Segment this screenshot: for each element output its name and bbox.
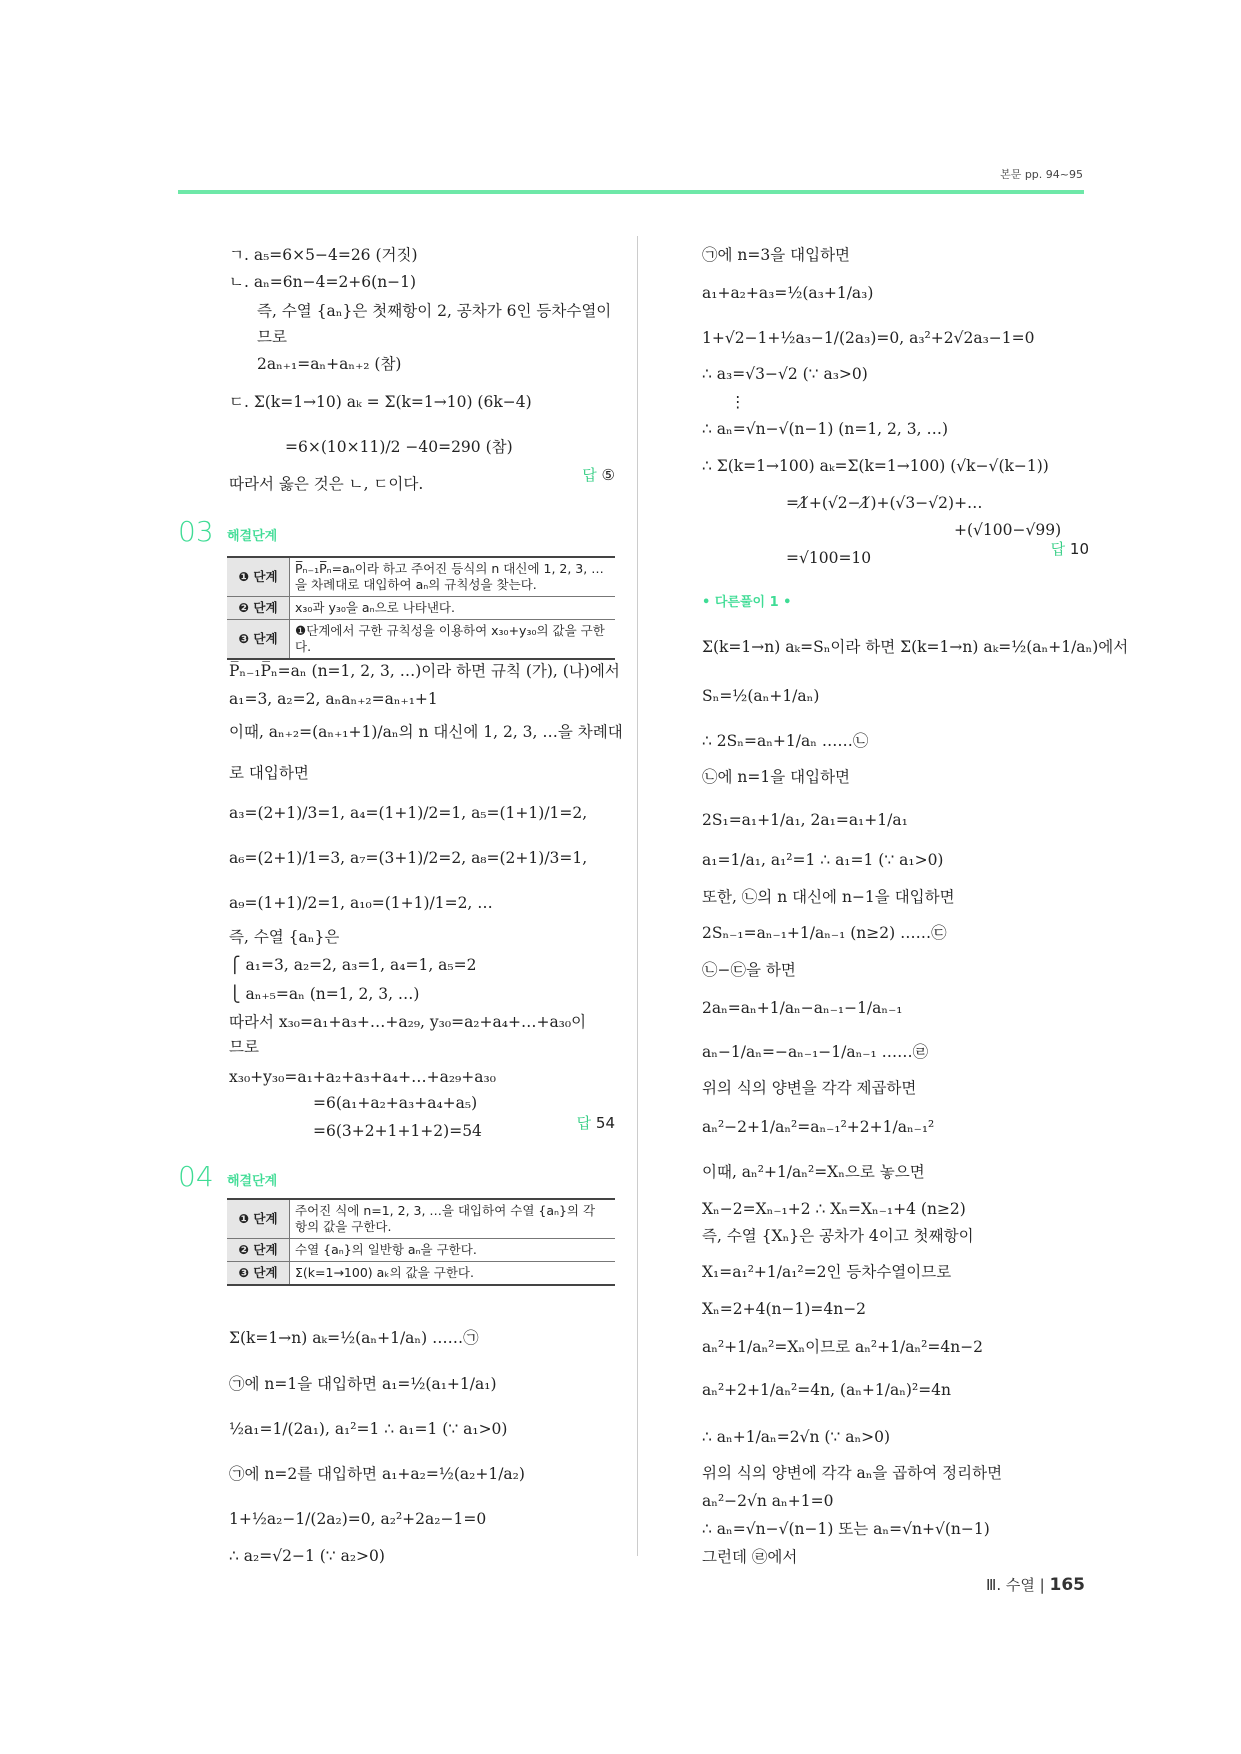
solution-line: Sₙ=½(aₙ+1/aₙ) bbox=[702, 687, 820, 705]
solution-line: 이때, aₙ²+1/aₙ²=Xₙ으로 놓으면 bbox=[702, 1163, 925, 1181]
step-label: ❷ 단계 bbox=[227, 597, 290, 620]
solution-line: 1+√2−1+½a₃−1/(2a₃)=0, a₃²+2√2a₃−1=0 bbox=[702, 329, 1035, 347]
step-row bbox=[227, 597, 615, 620]
answer-label: 답 bbox=[582, 466, 597, 484]
answer-03 bbox=[577, 1112, 615, 1133]
section-title-03: 해결단계 bbox=[227, 529, 278, 544]
step-text: x₃₀과 y₃₀을 aₙ으로 나타낸다. bbox=[290, 597, 616, 620]
solution-line: =6×(10×11)/2 −40=290 (참) bbox=[285, 438, 513, 456]
section-number-04: 04 bbox=[178, 1160, 214, 1193]
solution-line: 따라서 옳은 것은 ㄴ, ㄷ이다. bbox=[229, 475, 424, 493]
step-text: P̅ₙ₋₁P̅ₙ=aₙ이라 하고 주어진 등식의 n 대신에 1, 2, 3, …을 차례대로 대입하여 aₙ의 규칙성을 찾는다. bbox=[290, 557, 616, 597]
step-text: ❶단계에서 구한 규칙성을 이용하여 x₃₀+y₃₀의 값을 구한다. bbox=[290, 620, 616, 660]
solution-line: a₁+a₂+a₃=½(a₃+1/a₃) bbox=[702, 284, 874, 302]
solution-line: a₁=3, a₂=2, aₙaₙ₊₂=aₙ₊₁+1 bbox=[229, 690, 438, 708]
step-row bbox=[227, 557, 615, 597]
separator: | bbox=[1039, 1576, 1045, 1594]
answer-label: 답 bbox=[576, 1114, 592, 1132]
solution-line: ∴ Σ(k=1→100) aₖ=Σ(k=1→100) (√k−√(k−1)) bbox=[702, 457, 1049, 475]
answer-value: ⑤ bbox=[601, 466, 615, 484]
solution-line: 또한, ㉡의 n 대신에 n−1을 대입하면 bbox=[702, 888, 955, 906]
solution-line: 2Sₙ₋₁=aₙ₋₁+1/aₙ₋₁ (n≥2) ……㉢ bbox=[702, 924, 947, 942]
solution-line: ㉠에 n=2를 대입하면 a₁+a₂=½(a₂+1/a₂) bbox=[229, 1465, 525, 1483]
solution-line: 즉, 수열 {Xₙ}은 공차가 4이고 첫째항이 bbox=[702, 1227, 974, 1245]
solution-line: 위의 식의 양변에 각각 aₙ을 곱하여 정리하면 bbox=[702, 1464, 1003, 1482]
solution-line: a₉=(1+1)/2=1, a₁₀=(1+1)/1=2, … bbox=[229, 894, 493, 912]
solution-line: ∴ 2Sₙ=aₙ+1/aₙ ……㉡ bbox=[702, 732, 869, 750]
solution-line: =6(a₁+a₂+a₃+a₄+a₅) bbox=[313, 1094, 478, 1112]
step-text: Σ(k=1→100) aₖ의 값을 구한다. bbox=[290, 1262, 616, 1286]
solution-line: aₙ²+1/aₙ²=Xₙ이므로 aₙ²+1/aₙ²=4n−2 bbox=[702, 1338, 984, 1356]
step-label: ❶ 단계 bbox=[227, 1199, 290, 1239]
solution-line: ∴ a₂=√2−1 (∵ a₂>0) bbox=[229, 1547, 385, 1565]
solution-line: ⎩ aₙ₊₅=aₙ (n=1, 2, 3, …) bbox=[229, 985, 420, 1003]
solution-line: 이때, aₙ₊₂=(aₙ₊₁+1)/aₙ의 n 대신에 1, 2, 3, …을 차례대 bbox=[229, 723, 623, 741]
solution-line: =6(3+2+1+1+2)=54 bbox=[313, 1122, 482, 1140]
solution-line: ⋮ bbox=[730, 393, 746, 411]
solution-line: 2S₁=a₁+1/a₁, 2a₁=a₁+1/a₁ bbox=[702, 811, 908, 829]
step-row bbox=[227, 1239, 615, 1262]
solution-line: 2aₙ=aₙ+1/aₙ−aₙ₋₁−1/aₙ₋₁ bbox=[702, 999, 903, 1017]
solution-line: Xₙ−2=Xₙ₋₁+2 ∴ Xₙ=Xₙ₋₁+4 (n≥2) bbox=[702, 1200, 966, 1218]
solution-line: aₙ²+2+1/aₙ²=4n, (aₙ+1/aₙ)²=4n bbox=[702, 1381, 952, 1399]
solution-line: ㄴ. aₙ=6n−4=2+6(n−1) bbox=[229, 273, 417, 291]
solution-line: a₃=(2+1)/3=1, a₄=(1+1)/2=1, a₅=(1+1)/1=2, bbox=[229, 804, 588, 822]
section-number-03: 03 bbox=[178, 515, 214, 548]
step-label: ❶ 단계 bbox=[227, 557, 290, 597]
solution-line: =√100=10 bbox=[786, 549, 872, 567]
solution-line: 그런데 ㉣에서 bbox=[702, 1548, 798, 1566]
solution-line: =1̸+(√2−1̸)+(√3−√2)+… bbox=[786, 494, 983, 512]
solution-line: +(√100−√99) bbox=[954, 521, 1062, 539]
solution-line: Σ(k=1→n) aₖ=Sₙ이라 하면 Σ(k=1→n) aₖ=½(aₙ+1/aₙ)에서 bbox=[702, 638, 1129, 656]
answer-04 bbox=[1051, 538, 1089, 559]
answer-02 bbox=[582, 464, 615, 485]
solution-line: a₁=1/a₁, a₁²=1 ∴ a₁=1 (∵ a₁>0) bbox=[702, 851, 944, 869]
step-label: ❸ 단계 bbox=[227, 620, 290, 660]
solution-line: ㄱ. a₅=6×5−4=26 (거짓) bbox=[229, 246, 418, 264]
step-row bbox=[227, 620, 615, 660]
header-rule bbox=[178, 190, 1084, 194]
step-row bbox=[227, 1199, 615, 1239]
column-divider bbox=[637, 236, 638, 1556]
steps-table-04 bbox=[227, 1198, 615, 1286]
solution-line: ㉠에 n=1을 대입하면 a₁=½(a₁+1/a₁) bbox=[229, 1375, 497, 1393]
solution-line: 위의 식의 양변을 각각 제곱하면 bbox=[702, 1079, 917, 1097]
solution-line: a₆=(2+1)/1=3, a₇=(3+1)/2=2, a₈=(2+1)/3=1, bbox=[229, 849, 588, 867]
solution-line: x₃₀+y₃₀=a₁+a₂+a₃+a₄+…+a₂₉+a₃₀ bbox=[229, 1068, 496, 1086]
solution-line: ⎧ a₁=3, a₂=2, a₃=1, a₄=1, a₅=2 bbox=[229, 956, 477, 974]
step-text: 수열 {aₙ}의 일반항 aₙ을 구한다. bbox=[290, 1239, 616, 1262]
solution-line: Xₙ=2+4(n−1)=4n−2 bbox=[702, 1300, 867, 1318]
page-reference: 본문 pp. 94~95 bbox=[1000, 168, 1083, 181]
solution-line: 즉, 수열 {aₙ}은 첫째항이 2, 공차가 6인 등차수열이 bbox=[257, 302, 612, 320]
solution-line: 1+½a₂−1/(2a₂)=0, a₂²+2a₂−1=0 bbox=[229, 1510, 487, 1528]
step-row bbox=[227, 1262, 615, 1286]
solution-line: ㄷ. Σ(k=1→10) aₖ = Σ(k=1→10) (6k−4) bbox=[229, 393, 532, 411]
solution-line: 므로 bbox=[257, 328, 287, 346]
step-label: ❷ 단계 bbox=[227, 1239, 290, 1262]
section-title-04: 해결단계 bbox=[227, 1174, 278, 1189]
answer-value: 54 bbox=[595, 1114, 615, 1132]
page-number: 165 bbox=[1049, 1575, 1085, 1595]
solution-line: ∴ aₙ=√n−√(n−1) (n=1, 2, 3, …) bbox=[702, 420, 949, 438]
solution-line: ㉡−㉢을 하면 bbox=[702, 961, 796, 979]
solution-line: 따라서 x₃₀=a₁+a₃+…+a₂₉, y₃₀=a₂+a₄+…+a₃₀이 bbox=[229, 1013, 587, 1031]
solution-line: ½a₁=1/(2a₁), a₁²=1 ∴ a₁=1 (∵ a₁>0) bbox=[229, 1420, 508, 1438]
solution-line: ∴ a₃=√3−√2 (∵ a₃>0) bbox=[702, 365, 868, 383]
step-text: 주어진 식에 n=1, 2, 3, …을 대입하여 수열 {aₙ}의 각 항의 값을 구한다. bbox=[290, 1199, 616, 1239]
alternative-solution-title: • 다른풀이 1 • bbox=[702, 595, 792, 610]
solution-line: 즉, 수열 {aₙ}은 bbox=[229, 928, 340, 946]
answer-label: 답 bbox=[1050, 540, 1066, 558]
chapter-label: Ⅲ. 수열 bbox=[986, 1576, 1035, 1594]
solution-line: 므로 bbox=[229, 1038, 259, 1056]
solution-line: 로 대입하면 bbox=[229, 764, 309, 782]
step-label: ❸ 단계 bbox=[227, 1262, 290, 1286]
steps-table-03 bbox=[227, 556, 615, 660]
solution-line: aₙ²−2+1/aₙ²=aₙ₋₁²+2+1/aₙ₋₁² bbox=[702, 1118, 935, 1136]
solution-line: Σ(k=1→n) aₖ=½(aₙ+1/aₙ) ……㉠ bbox=[229, 1329, 479, 1347]
solution-line: aₙ²−2√n aₙ+1=0 bbox=[702, 1492, 834, 1510]
solution-line: ㉡에 n=1을 대입하면 bbox=[702, 768, 851, 786]
page-footer bbox=[986, 1574, 1085, 1595]
solution-line: 2aₙ₊₁=aₙ+aₙ₊₂ (참) bbox=[257, 355, 402, 373]
solution-line: aₙ−1/aₙ=−aₙ₋₁−1/aₙ₋₁ ……㉣ bbox=[702, 1043, 929, 1061]
answer-value: 10 bbox=[1069, 540, 1089, 558]
solution-line: ∴ aₙ+1/aₙ=2√n (∵ aₙ>0) bbox=[702, 1428, 891, 1446]
solution-line: X₁=a₁²+1/a₁²=2인 등차수열이므로 bbox=[702, 1263, 952, 1281]
solution-line: ∴ aₙ=√n−√(n−1) 또는 aₙ=√n+√(n−1) bbox=[702, 1520, 990, 1538]
solution-line: P̅ₙ₋₁P̅ₙ=aₙ (n=1, 2, 3, …)이라 하면 규칙 (가), (나)에서 bbox=[229, 662, 620, 680]
solution-line: ㉠에 n=3을 대입하면 bbox=[702, 246, 851, 264]
